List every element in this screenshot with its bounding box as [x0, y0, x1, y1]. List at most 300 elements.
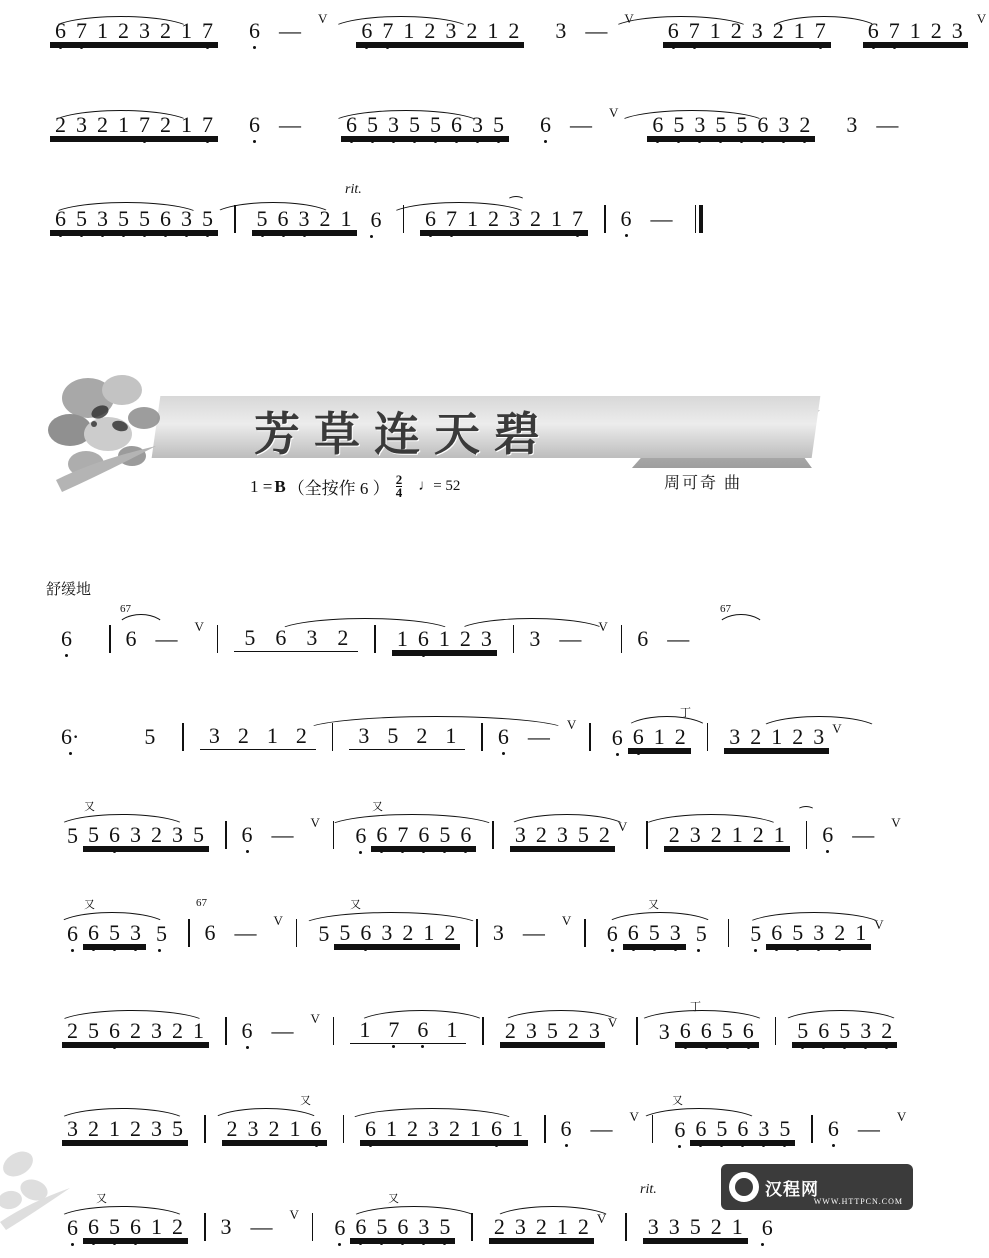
note: 1 — [340, 205, 352, 231]
note: 3 — [139, 17, 150, 43]
note: 5 — [193, 821, 204, 847]
note: 5 — [371, 1216, 392, 1238]
note: 3 — [247, 1115, 259, 1141]
note: 7 — [392, 824, 413, 846]
hold-dash: — — [271, 1018, 294, 1043]
barline — [584, 919, 586, 947]
hold-dash: — — [852, 822, 875, 847]
note: 6 — [817, 824, 838, 846]
ornament-mark: 又 — [84, 899, 95, 911]
note: 6 — [535, 114, 556, 136]
music-line — [0, 1000, 921, 1062]
note: 7 — [884, 20, 905, 42]
note: 6 — [275, 624, 287, 650]
note: 5 — [104, 1216, 125, 1238]
watermark-url: WWW.HTTPCN.COM — [813, 1197, 903, 1206]
note: 5 — [339, 919, 351, 945]
note: 7 — [197, 20, 218, 42]
barline — [492, 821, 494, 849]
measure — [44, 205, 224, 231]
note: 6 — [125, 1216, 146, 1238]
note: 2 — [876, 1020, 897, 1042]
note-group — [420, 205, 588, 231]
music-line — [0, 94, 921, 156]
key-label: 1 = — [250, 476, 273, 496]
note: 6 — [83, 922, 104, 944]
note: 7 — [567, 208, 588, 230]
note-group — [628, 723, 691, 749]
measure — [323, 1213, 461, 1240]
measure — [414, 205, 594, 231]
bowing-mark: V — [617, 818, 628, 834]
note: 2 — [172, 1017, 183, 1043]
note: 6 — [62, 1217, 83, 1239]
note: 3 — [514, 1213, 526, 1239]
note: 1 — [403, 17, 415, 43]
measure — [718, 720, 850, 749]
watermark-logo-icon — [729, 1172, 759, 1202]
note: 6 — [455, 824, 476, 846]
watermark — [721, 1164, 913, 1210]
note: 7 — [71, 20, 92, 42]
note: 6 — [50, 208, 71, 230]
measure — [641, 111, 821, 137]
note: 2 — [67, 1017, 78, 1043]
body-section — [0, 603, 921, 1258]
note: 3 — [514, 821, 526, 847]
time-signature — [396, 474, 403, 499]
note: 6 — [732, 1118, 753, 1140]
note: 3 — [529, 626, 541, 651]
barline — [775, 1017, 777, 1045]
rit-marking: rit. — [345, 182, 362, 197]
note: 1 — [731, 821, 743, 847]
note: 3 — [480, 625, 492, 651]
note: 6 — [62, 923, 83, 945]
note: 5 — [244, 624, 256, 650]
bowing-mark: V — [896, 1109, 907, 1124]
music-line — [0, 182, 921, 250]
note: 6 — [413, 824, 434, 846]
note: 3 — [773, 114, 794, 136]
barline — [225, 821, 227, 849]
barline — [476, 919, 478, 947]
note: 6 — [244, 20, 265, 42]
note: 3 — [76, 111, 87, 137]
key-signature-line — [250, 474, 460, 499]
note: 5 — [88, 1017, 99, 1043]
note: 6 — [237, 824, 258, 846]
note: 1 — [771, 723, 783, 749]
bowing-mark: V — [629, 1109, 639, 1124]
barline — [636, 1017, 638, 1045]
fingering-note: （全按作 6 ） — [287, 479, 390, 498]
ornament-mark: 丁 — [690, 1001, 701, 1013]
note: 1 — [118, 111, 129, 137]
note: 2 — [268, 1115, 280, 1141]
hold-dash: — — [271, 822, 294, 847]
note: 3 — [67, 1115, 78, 1141]
note: 1 — [487, 17, 499, 43]
music-line — [0, 603, 921, 670]
measure — [343, 722, 471, 750]
note: 6 — [355, 922, 376, 944]
note: 6 — [675, 1020, 696, 1042]
note: 5 — [113, 208, 134, 230]
note: 3 — [294, 208, 315, 230]
note: 1 — [438, 625, 450, 651]
note-group — [766, 919, 871, 945]
measure — [601, 723, 697, 750]
note-group — [863, 17, 968, 43]
note: 2 — [493, 1213, 505, 1239]
note: 3 — [172, 821, 183, 847]
note: 6 — [493, 726, 514, 748]
top-section — [0, 0, 987, 250]
measure — [335, 111, 515, 137]
ornament-mark: 又 — [300, 1095, 311, 1107]
note: 1 — [556, 1213, 568, 1239]
note: 6 — [356, 20, 377, 42]
measure — [344, 1016, 472, 1044]
note-group — [222, 1115, 327, 1141]
note: 5 — [104, 922, 125, 944]
measure — [596, 919, 718, 946]
note: 1 — [359, 1016, 371, 1042]
note: 2 — [295, 722, 307, 748]
measure — [350, 17, 530, 43]
note-group — [62, 1017, 209, 1043]
note: 5 — [404, 114, 425, 136]
measure — [228, 624, 364, 652]
bowing-mark: V — [289, 1207, 299, 1222]
note: 5 — [787, 922, 808, 944]
ornament-mark: 又 — [84, 801, 95, 813]
measure — [56, 821, 215, 848]
hold-dash: — — [650, 206, 673, 231]
note: 3 — [689, 114, 710, 136]
hold-dash: — — [155, 626, 178, 651]
note: 5 — [425, 114, 446, 136]
note: 3 — [92, 208, 113, 230]
note: 2 — [226, 1115, 238, 1141]
barline — [343, 1115, 345, 1143]
note: 6 — [329, 1217, 350, 1239]
barline — [333, 821, 335, 849]
note-group — [252, 205, 357, 231]
barline — [296, 919, 298, 947]
note: 1 — [467, 205, 478, 231]
note: 6 — [647, 114, 668, 136]
note: 1 — [470, 1115, 481, 1141]
bowing-mark: V — [310, 815, 320, 830]
note: 6 — [446, 114, 467, 136]
ornament-mark: 67 — [720, 603, 731, 615]
note: 5 — [577, 821, 589, 847]
note: 3 — [753, 1118, 774, 1140]
hold-dash: — — [527, 724, 550, 749]
note: 6 — [690, 1118, 711, 1140]
note: 6 — [392, 1216, 413, 1238]
note: 5 — [546, 1017, 558, 1043]
note: 1 — [181, 17, 192, 43]
note-group — [623, 919, 686, 945]
note: 5 — [792, 1020, 813, 1042]
note: 1 — [181, 111, 192, 137]
note: 1 — [396, 625, 408, 651]
note: 6 — [663, 20, 684, 42]
note: 5 — [745, 923, 766, 945]
expression-marking: 舒缓地 — [46, 582, 92, 598]
note: 3 — [588, 1017, 600, 1043]
bowing-mark: V — [609, 105, 619, 120]
hold-dash: — — [250, 1214, 273, 1239]
note: 6 — [556, 1118, 577, 1140]
note: 6 — [669, 1119, 690, 1141]
barline — [544, 1115, 546, 1143]
note: 2 — [160, 111, 171, 137]
barline — [513, 625, 515, 653]
barline — [811, 1115, 813, 1143]
note: 3 — [555, 18, 567, 43]
bowing-mark: V — [874, 916, 884, 932]
note: 6 — [83, 1216, 104, 1238]
barline — [188, 919, 190, 947]
ornament-mark: 67 — [196, 897, 207, 909]
barline — [646, 821, 648, 849]
note: 1 — [731, 1213, 743, 1239]
barline — [621, 625, 623, 653]
note: 5 — [686, 923, 712, 945]
measure — [857, 17, 974, 43]
barline — [225, 1017, 227, 1045]
note-group — [356, 17, 524, 43]
note: 5 — [711, 1118, 732, 1140]
note: 5 — [689, 1213, 701, 1239]
note: 6 — [204, 920, 216, 945]
barline — [652, 1115, 654, 1143]
note-group — [371, 821, 476, 847]
measure — [56, 919, 178, 946]
note: 2 — [752, 821, 764, 847]
barline — [471, 1213, 473, 1241]
bowing-mark: V — [832, 720, 842, 736]
rit-marking: rit. — [640, 1182, 657, 1197]
barline — [728, 919, 730, 947]
note: 2 — [55, 111, 66, 137]
note: 5 — [252, 208, 273, 230]
note: 5 — [146, 923, 172, 945]
barline — [182, 723, 184, 751]
note: 6 — [125, 626, 137, 651]
note: 1 — [653, 723, 665, 749]
note: 6 — [607, 727, 628, 749]
note-group — [392, 625, 497, 651]
note: 2 — [750, 723, 762, 749]
hold-dash: — — [876, 112, 899, 137]
note: 2 — [237, 722, 249, 748]
barline — [374, 625, 376, 653]
bowing-mark: V — [318, 11, 328, 26]
note-group — [724, 723, 829, 749]
ornament-mark: 67 — [120, 603, 131, 615]
music-line — [0, 897, 921, 964]
note: 3 — [658, 1018, 670, 1044]
note: 2 — [416, 722, 428, 748]
measure — [246, 205, 393, 232]
note: 2 — [530, 205, 541, 231]
note: 2 — [668, 821, 680, 847]
hold-dash: — — [667, 626, 690, 651]
barline — [481, 723, 483, 751]
note: 6 — [766, 922, 787, 944]
note: 7 — [377, 20, 398, 42]
bowing-mark: V — [598, 619, 608, 634]
note: 1 — [709, 17, 721, 43]
barline — [625, 1213, 627, 1241]
tempo-marking: ♩= 52 — [418, 478, 461, 494]
measure — [344, 821, 482, 848]
note: 2 — [88, 1115, 99, 1141]
note: 7 — [379, 1019, 408, 1041]
note: 2 — [535, 821, 547, 847]
note: 2 — [337, 624, 349, 650]
note: 2 — [829, 922, 850, 944]
note-group — [792, 1017, 897, 1043]
note: 1 — [551, 205, 562, 231]
note: 2 — [151, 821, 162, 847]
barline — [204, 1115, 206, 1143]
note: 5 — [318, 920, 330, 946]
note: 2 — [97, 111, 108, 137]
measure — [658, 821, 796, 847]
note: 3 — [428, 1115, 439, 1141]
note: 6 — [602, 923, 623, 945]
note: 6 — [273, 208, 294, 230]
note: 2 — [930, 17, 942, 43]
note: 6 — [738, 1020, 759, 1042]
note: 6 — [244, 114, 265, 136]
note: 2 — [535, 1213, 547, 1239]
note: 5 — [731, 114, 752, 136]
note: 2 — [794, 114, 815, 136]
note: 2 — [172, 1213, 183, 1239]
note: 2 — [449, 1115, 460, 1141]
note: 2 — [792, 723, 804, 749]
corner-flower-decoration — [0, 1122, 120, 1232]
note: 6 — [371, 824, 392, 846]
note: 1 — [855, 919, 867, 945]
note: 7 — [684, 20, 705, 42]
measure — [637, 1213, 784, 1240]
note: 1 — [773, 821, 785, 847]
measure — [44, 111, 224, 137]
note: 5 — [134, 208, 155, 230]
flower-decoration — [36, 360, 206, 510]
hold-dash: — — [585, 18, 608, 43]
note: 3 — [846, 112, 858, 137]
note: 3 — [220, 1214, 232, 1239]
note: 2 — [577, 1213, 589, 1239]
note: 5 — [668, 114, 689, 136]
note: 3 — [358, 722, 370, 748]
measure — [354, 1115, 534, 1141]
note-group — [510, 821, 615, 847]
note: 3 — [445, 17, 457, 43]
note: 1 — [193, 1017, 204, 1043]
note: 6 — [623, 922, 644, 944]
measure — [216, 1115, 333, 1141]
note: 3 — [556, 821, 568, 847]
note: 6 — [350, 825, 371, 847]
note: 3 — [151, 1017, 162, 1043]
page-title: 芳草连天碧 — [254, 407, 554, 461]
note: 2 — [466, 17, 478, 43]
note: 3 — [467, 114, 488, 136]
note: 5 — [88, 821, 99, 847]
note: 5 — [71, 208, 92, 230]
note: 3 — [381, 919, 393, 945]
note: 2 — [424, 17, 436, 43]
note: 2 — [730, 17, 742, 43]
barline — [332, 723, 334, 751]
note: 3 — [751, 17, 763, 43]
note: 6 — [104, 1020, 125, 1042]
note: 2 — [130, 1017, 141, 1043]
hold-dash: — — [522, 920, 545, 945]
note: 2 — [319, 205, 331, 231]
barline — [707, 723, 709, 751]
ornament-mark: 又 — [350, 899, 361, 911]
note: 1 — [446, 1016, 458, 1042]
note: 2 — [598, 821, 610, 847]
note: 5 — [710, 114, 731, 136]
note: 3 — [525, 1017, 537, 1043]
barline — [234, 205, 236, 233]
note-group — [50, 205, 218, 231]
note: 6 — [748, 1217, 778, 1239]
note: 2 — [407, 1115, 418, 1141]
note: 3 — [665, 922, 686, 944]
note: 3 — [383, 114, 404, 136]
measure — [194, 722, 322, 750]
bowing-mark: V — [561, 913, 572, 928]
note: 5 — [144, 724, 156, 749]
note-group — [675, 1017, 759, 1043]
bowing-mark: V — [194, 619, 204, 634]
time-sig-denominator: 4 — [395, 485, 403, 500]
note: 6 — [413, 628, 434, 650]
note: 5 — [434, 1216, 455, 1238]
note: 6 — [637, 626, 649, 651]
note: 3 — [668, 1213, 680, 1239]
note: 6 — [752, 114, 773, 136]
ornament-mark: 又 — [372, 801, 383, 813]
hold-dash: — — [590, 1116, 613, 1141]
measure — [504, 818, 636, 847]
ornament-mark: 丁 — [680, 707, 691, 719]
note: 2 — [130, 1115, 141, 1141]
note: 1 — [793, 17, 805, 43]
note: 6 — [56, 628, 77, 650]
note: 3 — [689, 821, 701, 847]
note: 3 — [151, 1115, 162, 1141]
note: 3 — [647, 1213, 659, 1239]
music-line — [0, 1095, 921, 1160]
bowing-mark: V — [596, 1210, 607, 1226]
note: 2 — [772, 17, 784, 43]
music-line — [0, 801, 921, 866]
